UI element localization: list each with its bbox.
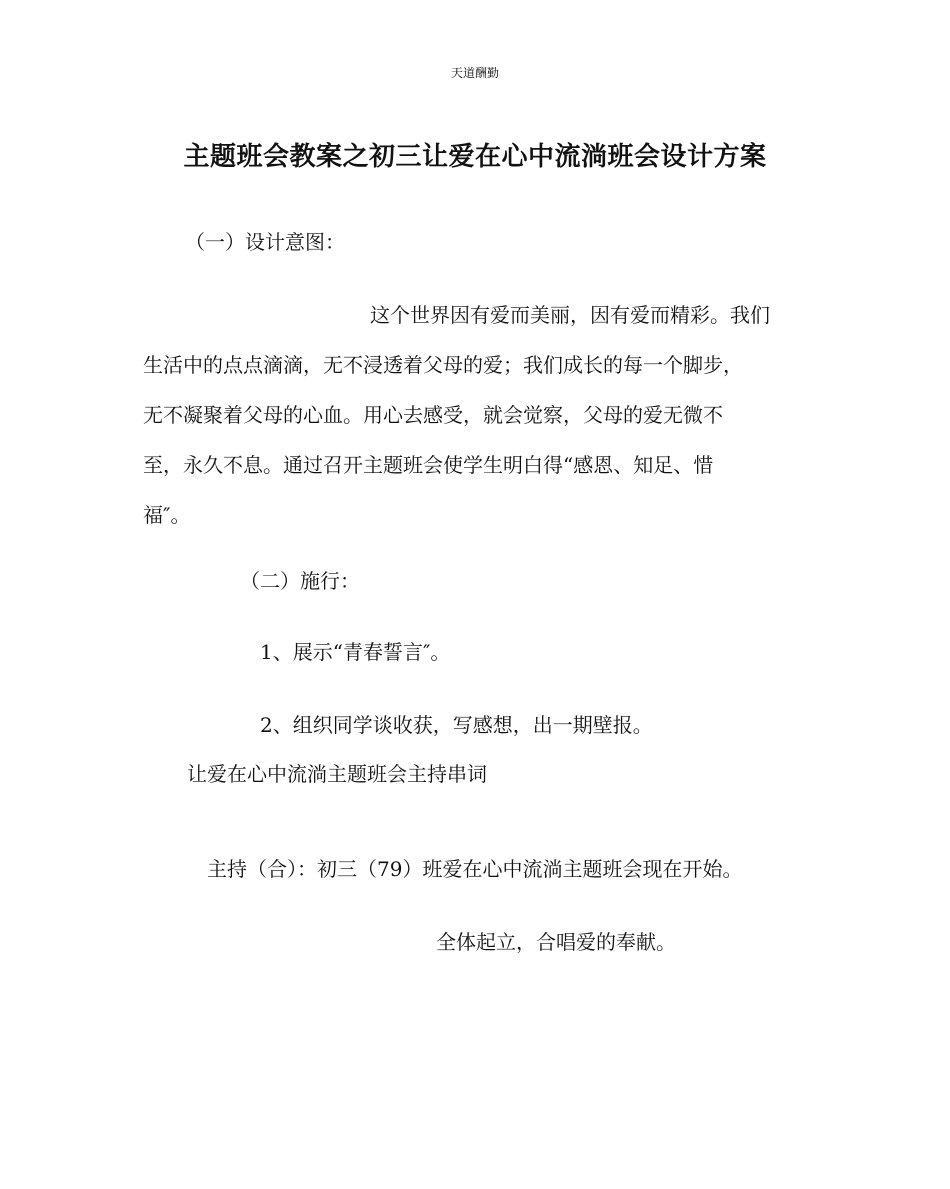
paragraph-line: 无不凝聚着父母的心血。用心去感受，就会觉察，父母的爱无微不 bbox=[143, 403, 723, 427]
paragraph-line: 这个世界因有爱而美丽，因有爱而精彩。我们 bbox=[370, 303, 770, 327]
paragraph-line: 福″。 bbox=[143, 503, 191, 527]
script-subtitle: 让爱在心中流淌主题班会主持串词 bbox=[187, 762, 487, 786]
paragraph-line: 至，永久不息。通过召开主题班会使学生明白得“感恩、知足、惜 bbox=[143, 453, 714, 477]
document-title: 主题班会教案之初三让爱在心中流淌班会设计方案 bbox=[183, 142, 767, 172]
page-header: 天道酬勤 bbox=[450, 66, 499, 80]
implementation-item-1: 1、展示“青春誓言″。 bbox=[260, 640, 451, 664]
closing-line: 全体起立，合唱爱的奉献。 bbox=[436, 930, 676, 954]
design-intent-paragraph bbox=[143, 290, 811, 540]
host-opening-line: 主持（合）：初三（79）班爱在心中流淌主题班会现在开始。 bbox=[207, 857, 743, 881]
section-heading-design-intent: （一）设计意图： bbox=[185, 230, 345, 254]
implementation-item-2: 2、组织同学谈收获，写感想，出一期壁报。 bbox=[260, 713, 653, 737]
section-heading-implementation: （二）施行： bbox=[240, 569, 360, 593]
paragraph-line: 生活中的点点滴滴，无不浸透着父母的爱；我们成长的每一个脚步， bbox=[143, 353, 743, 377]
